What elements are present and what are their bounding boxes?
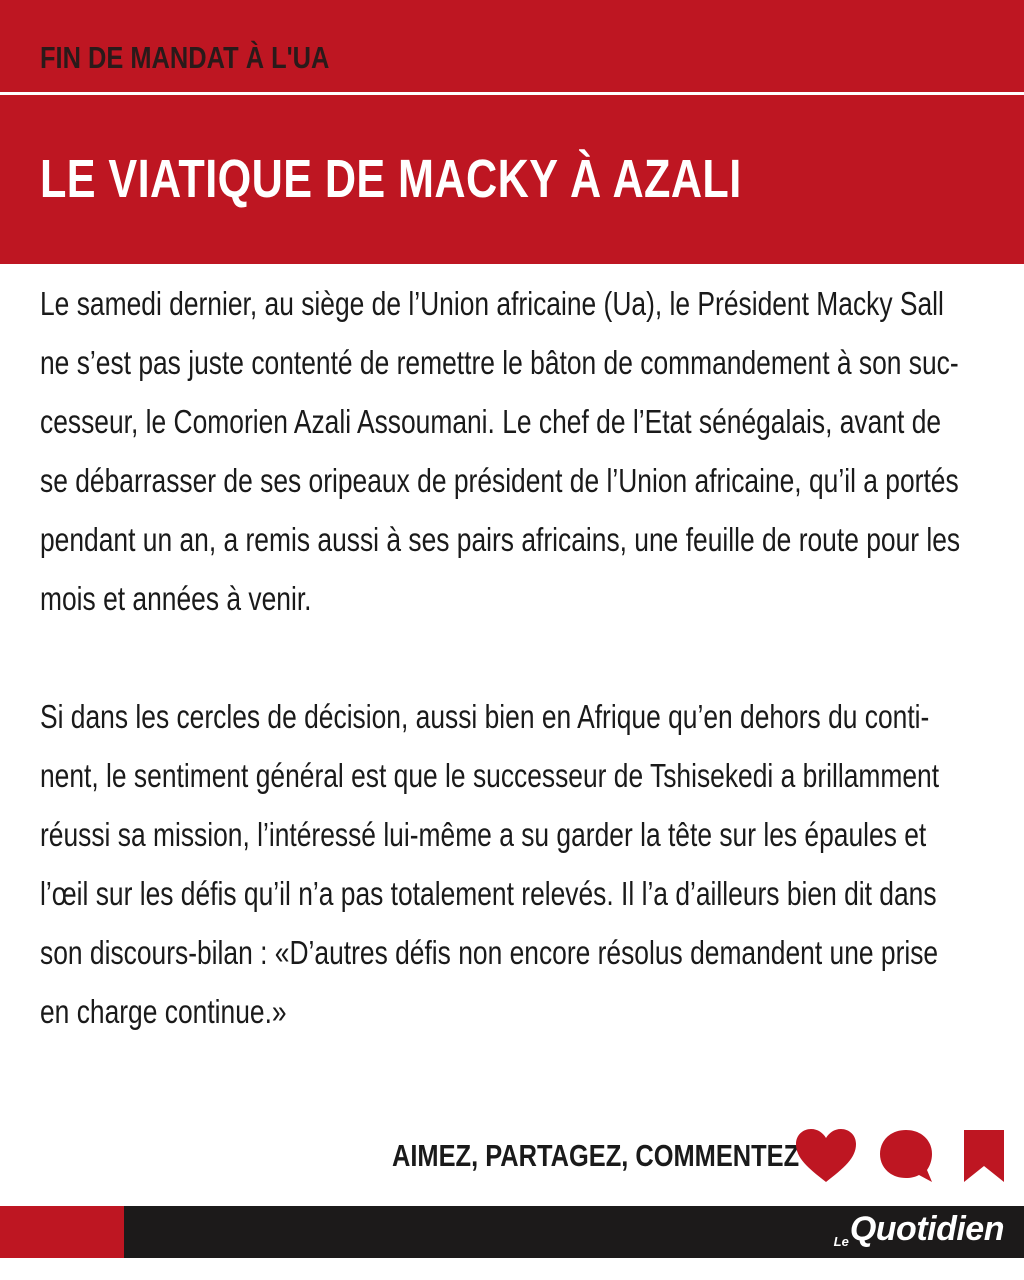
paragraph-line: Si dans les cercles de décision, aussi bien en Afrique qu’en dehors du conti- (40, 698, 930, 735)
section-kicker: FIN DE MANDAT À L'UA (40, 40, 330, 75)
paragraph-line: pendant un an, a remis aussi à ses pairs africains, une feuille de route pour les (40, 521, 961, 558)
paragraph-line: se débarrasser de ses oripeaux de président de l’Union africaine, qu’il a portés (40, 462, 959, 499)
header-band (0, 0, 1024, 264)
article-body (40, 282, 986, 1049)
footer-accent (0, 1206, 124, 1258)
paragraph-line: l’œil sur les défis qu’il n’a pas totalement relevés. Il l’a d’ailleurs bien dit dans (40, 875, 937, 912)
paragraph-2 (40, 695, 986, 1049)
heart-icon[interactable] (794, 1128, 858, 1184)
comment-icon[interactable] (878, 1128, 934, 1184)
logo-prefix: Le (833, 1234, 849, 1249)
paragraph-line: son discours-bilan : «D’autres défis non encore résolus demandent une prise (40, 934, 939, 971)
logo-name: Quotidien (849, 1210, 1004, 1248)
brand-logo (834, 1210, 1004, 1249)
bookmark-icon[interactable] (962, 1128, 1006, 1184)
paragraph-1 (40, 282, 986, 636)
header-divider (0, 92, 1024, 95)
paragraph-line: mois et années à venir. (40, 580, 312, 617)
paragraph-line: nent, le sentiment général est que le successeur de Tshisekedi a brillamment (40, 757, 940, 794)
paragraph-line: en charge continue.» (40, 993, 287, 1030)
paragraph-gap (40, 636, 986, 695)
headline: LE VIATIQUE DE MACKY À AZALI (40, 149, 742, 209)
paragraph-line: ne s’est pas juste contenté de remettre le bâton de commandement à son suc- (40, 344, 959, 381)
paragraph-line: réussi sa mission, l’intéressé lui-même a su garder la tête sur les épaules et (40, 816, 927, 853)
call-to-action: AIMEZ, PARTAGEZ, COMMENTEZ (392, 1138, 800, 1173)
paragraph-line: Le samedi dernier, au siège de l’Union africaine (Ua), le Président Macky Sall (40, 285, 944, 322)
paragraph-line: cesseur, le Comorien Azali Assoumani. Le chef de l’Etat sénégalais, avant de (40, 403, 942, 440)
